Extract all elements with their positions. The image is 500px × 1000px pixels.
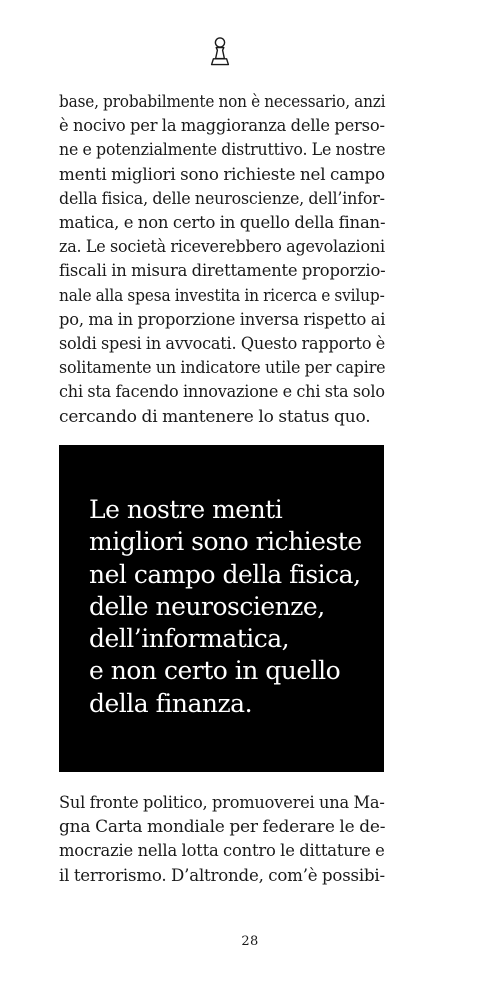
text-line: po, ma in proporzione inversa rispetto ai [59,309,386,330]
text-line: matica, e non certo in quello della finan- [59,213,386,234]
text-line: Sul fronte politico, promuoverei una Ma- [59,793,385,813]
pawn-icon [205,36,235,68]
quote-line: nel campo della fisica, [89,559,361,589]
text-line: za. Le società riceverebbero agevolazioni [59,237,385,258]
text-line: cercando di mantenere lo status quo. [59,406,371,427]
text-line: mocrazie nella lotta contro le dittature e [59,841,385,862]
quote-line: delle neuroscienze, [89,591,325,621]
text-line: ne e potenzialmente distruttivo. Le nostre [59,140,386,161]
quote-line: migliori sono richieste [89,527,362,557]
text-line: è nocivo per la maggioranza delle perso- [59,116,385,137]
text-line: chi sta facendo innovazione e chi sta solo [59,382,385,403]
text-line: menti migliori sono richieste nel campo [59,164,385,185]
text-line: gna Carta mondiale per federare le de- [59,817,386,838]
quote-line: della finanza. [89,688,253,718]
text-line: della fisica, delle neuroscienze, dell’infor- [59,188,385,209]
pull-quote-box [59,445,384,772]
quote-line: e non certo in quello [89,656,341,686]
body-paragraph-1 [59,90,385,429]
body-paragraph-2 [59,791,385,888]
quote-line: Le nostre menti [89,495,283,524]
text-line: nale alla spesa investita in ricerca e svilup- [59,285,385,306]
pull-quote-text [89,494,369,720]
text-line: fiscali in misura direttamente proporzio- [59,261,386,282]
text-line: il terrorismo. D’altronde, com’è possibi- [59,865,385,886]
text-line: base, probabilmente non è necessario, anzi [59,92,386,112]
quote-line: dell’informatica, [89,624,290,654]
page-number: 28 [241,934,259,949]
text-line: soldi spesi in avvocati. Questo rapporto è [59,334,386,355]
text-line: solitamente un indicatore utile per capire [59,358,386,379]
